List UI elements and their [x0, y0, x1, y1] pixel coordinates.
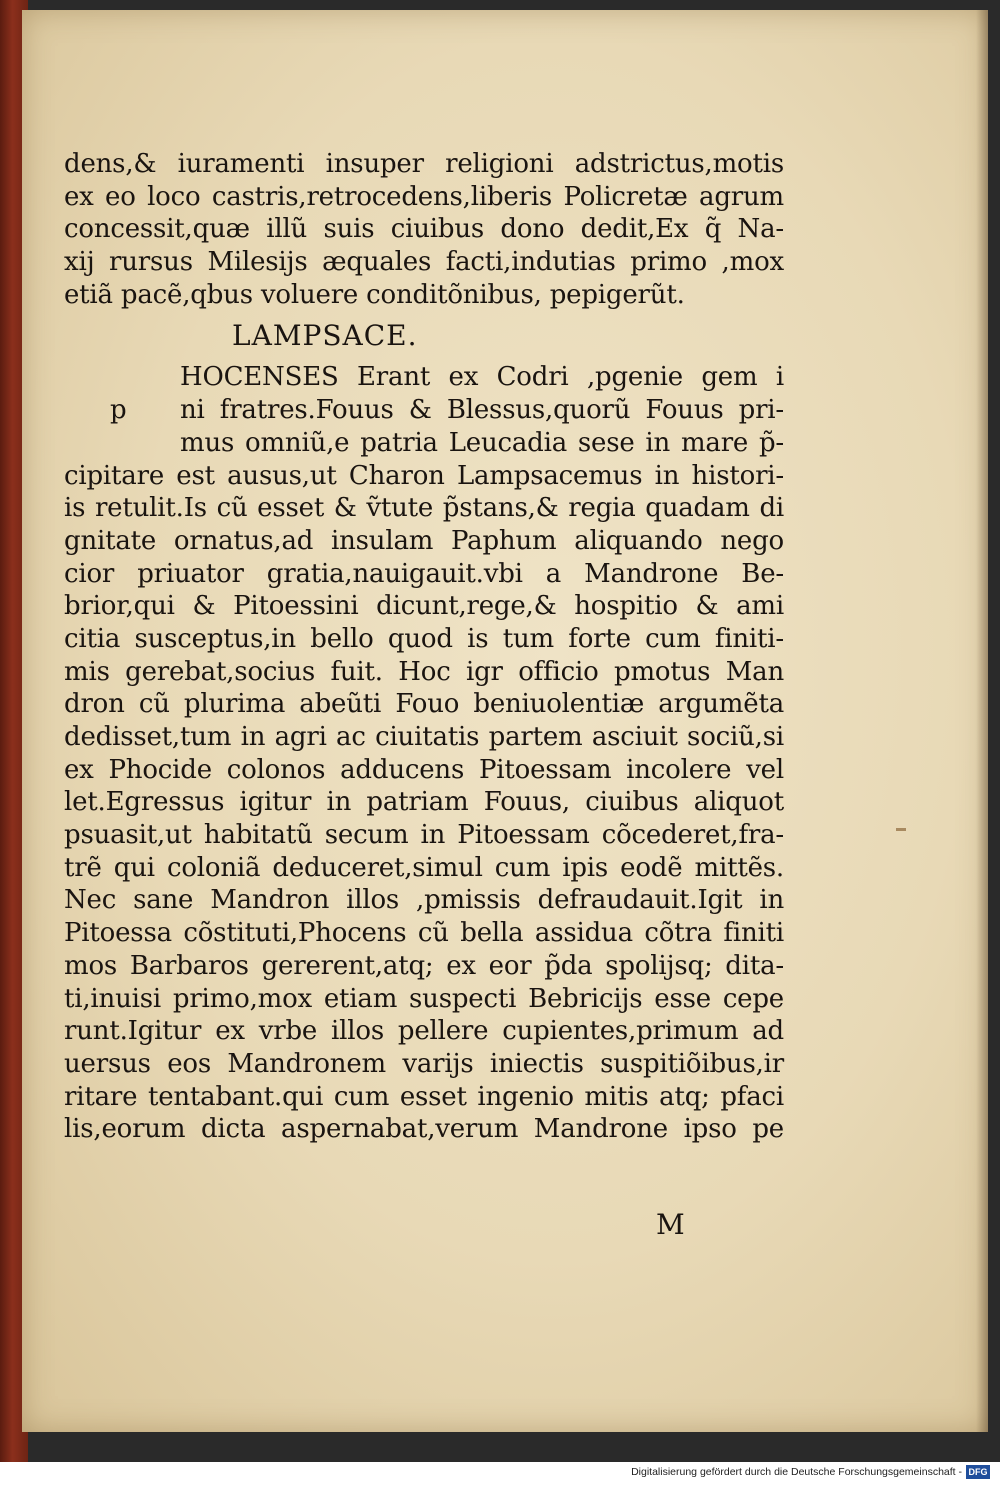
text-line: xij rursus Milesijs æquales facti,indutias primo ,mox — [64, 247, 784, 278]
page-text — [64, 148, 784, 1146]
text-line: concessit,quæ illũ suis ciuibus dono dedit,Ex q̃ Na- — [64, 214, 784, 245]
text-line: uersus eos Mandronem varijs iniectis suspitiõibus,ir — [64, 1048, 784, 1079]
text-line: ritare tentabant.qui cum esset ingenio mitis atq; pfaci — [64, 1081, 784, 1112]
text-line: ex eo loco castris,retrocedens,liberis Policretæ agrum — [64, 181, 784, 212]
text-line: dedisset,tum in agri ac ciuitatis partem asciuit sociũ,si — [64, 722, 784, 752]
text-line: citia susceptus,in bello quod is tum forte cum finiti- — [64, 623, 784, 654]
drop-initial: p — [110, 395, 127, 426]
text-line: Pitoessa cõstituti,Phocens cũ bella assidua cõtra finiti — [64, 918, 784, 949]
text-line: dron cũ plurima abeũti Fouo beniuolentiæ argumẽta — [64, 689, 784, 720]
margin-mark — [896, 828, 906, 831]
text-line: runt.Igitur ex vrbe illos pellere cupientes,primum ad — [64, 1016, 784, 1047]
text-line: cipitare est ausus,ut Charon Lampsacemus in histori- — [64, 460, 784, 491]
text-line: brior,qui & Pitoessini dicunt,rege,& hospitio & ami — [64, 591, 784, 622]
text-line: ti,inuisi primo,mox etiam suspecti Bebricijs esse cepe — [64, 983, 784, 1014]
text-line: psuasit,ut habitatũ secum in Pitoessam cõcederet,fra- — [64, 820, 784, 851]
catchword: M — [656, 1208, 685, 1241]
text-line: mos Barbaros gererent,atq; ex eor p̃da spolijsq; dita- — [64, 950, 784, 981]
text-line: HOCENSES Erant ex Codri ,pgenie gem i — [180, 362, 784, 393]
text-line: cior priuator gratia,nauigauit.vbi a Mandrone Be- — [64, 558, 784, 589]
text-line: is retulit.Is cũ esset & ṽtute p̃stans,& regia quadam di — [64, 493, 784, 524]
footer-bar — [0, 1462, 1000, 1486]
text-line: trẽ qui coloniã deduceret,simul cum ipis eodẽ mittẽs. — [64, 852, 784, 883]
dfg-logo-icon: DFG — [966, 1465, 990, 1479]
text-line: ni fratres.Fouus & Blessus,quorũ Fouus pri- — [180, 395, 784, 426]
page-edge-shadow — [976, 10, 988, 1432]
text-line: mus omniũ,e patria Leucadia sese in mare p̃- — [180, 427, 784, 458]
text-line: dens,& iuramenti insuper religioni adstrictus,motis — [64, 149, 784, 179]
text-line: etiã pacẽ,qbus voluere conditõnibus, pepigerũt. — [64, 279, 685, 310]
text-line: lis,eorum dicta aspernabat,verum Mandrone ipso pe — [64, 1114, 784, 1145]
text-line: ex Phocide colonos adducens Pitoessam incolere vel — [64, 754, 784, 785]
text-line: mis gerebat,socius fuit. Hoc igr officio pmotus Man — [64, 656, 784, 687]
drop-initial-row — [64, 394, 784, 427]
text-line: gnitate ornatus,ad insulam Paphum aliquando nego — [64, 525, 784, 556]
funding-credit: Digitalisierung gefördert durch die Deutsche Forschungsgemeinschaft - — [631, 1466, 962, 1478]
text-line: let.Egressus igitur in patriam Fouus, ciuibus aliquot — [64, 787, 784, 818]
section-heading: LAMPSACE. — [232, 319, 418, 353]
text-line: Nec sane Mandron illos ,pmissis defraudauit.Igit in — [64, 885, 784, 916]
